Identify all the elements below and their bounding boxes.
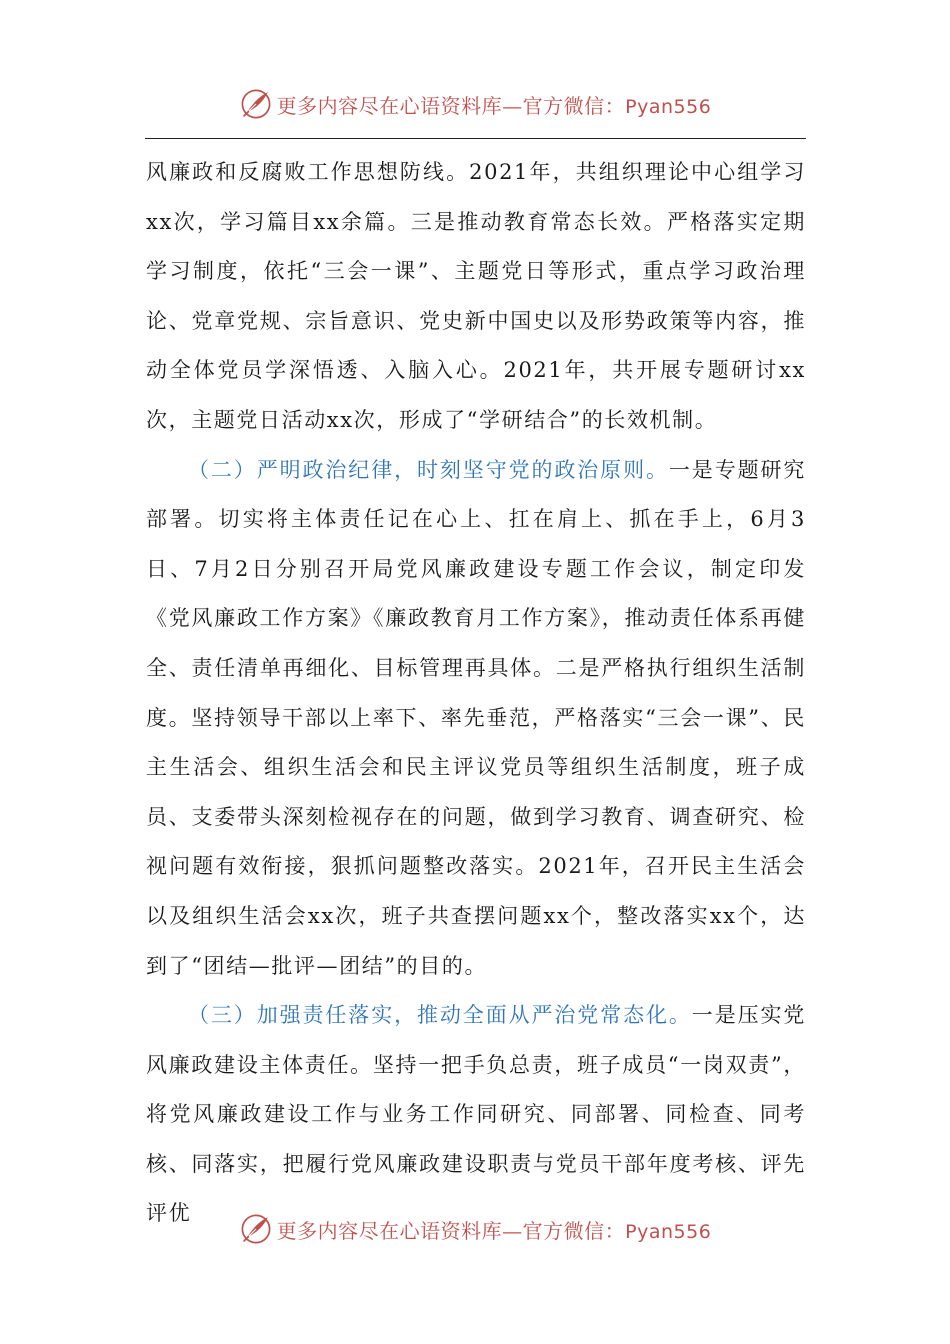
paragraph-1	[146, 148, 806, 446]
paragraph-3	[146, 991, 806, 1239]
paragraph-2	[146, 446, 806, 992]
paragraph-3-text: 一是压实党风廉政建设主体责任。坚持一把手负总责，班子成员“一岗双责”，将党风廉政建设工作与业务工作同研究、同部署、同检查、同考核、同落实，把履行党风廉政建设职责与党员干部年度考核、评先评优	[146, 1003, 806, 1226]
feather-pen-logo-icon	[239, 1212, 273, 1246]
paragraph-2-text: 一是专题研究部署。切实将主体责任记在心上、扛在肩上、抓在手上，6月3日、7月2日分别召开局党风廉政建设专题工作会议，制定印发《党风廉政工作方案》《廉政教育月工作方案》，推动责任体系再健全、责任清单再细化、目标管理再具体。二是严格执行组织生活制度。坚持领导干部以上率下、率先垂范，严格落实“三会一课”、民主生活会、组织生活会和民主评议党员等组织生活制度，班子成员、支委带头深刻检视存在的问题，做到学习教育、调查研究、检视问题有效衔接，狠抓问题整改落实。2021年，召开民主生活会以及组织生活会xx次，班子共查摆问题xx个，整改落实xx个，达到了“团结—批评—团结”的目的。	[146, 457, 806, 978]
banner-wechat-id: Pyan556	[625, 95, 712, 118]
paragraph-1-text: 风廉政和反腐败工作思想防线。2021年，共组织理论中心组学习xx次，学习篇目xx余篇。三是推动教育常态长效。严格落实定期学习制度，依托“三会一课”、主题党日等形式，重点学习政治理论、党章党规、宗旨意识、党史新中国史以及形势政策等内容，推动全体党员学深悟透、入脑入心。2021年，共开展专题研讨xx次，主题党日活动xx次，形成了“学研结合”的长效机制。	[146, 160, 806, 432]
header-banner	[0, 84, 950, 124]
banner-text: 更多内容尽在心语资料库—官方微信：	[276, 93, 626, 118]
footer-banner-text: 更多内容尽在心语资料库—官方微信：	[276, 1218, 626, 1243]
document-body	[146, 148, 806, 1239]
footer-banner	[0, 1209, 950, 1249]
section-heading-3: （三）加强责任落实，推动全面从严治党常态化。	[188, 1003, 692, 1028]
header-divider	[145, 138, 806, 139]
section-heading-2: （二）严明政治纪律，时刻坚守党的政治原则。	[188, 457, 669, 482]
footer-banner-wechat-id: Pyan556	[625, 1220, 712, 1243]
feather-pen-logo-icon	[239, 87, 273, 121]
